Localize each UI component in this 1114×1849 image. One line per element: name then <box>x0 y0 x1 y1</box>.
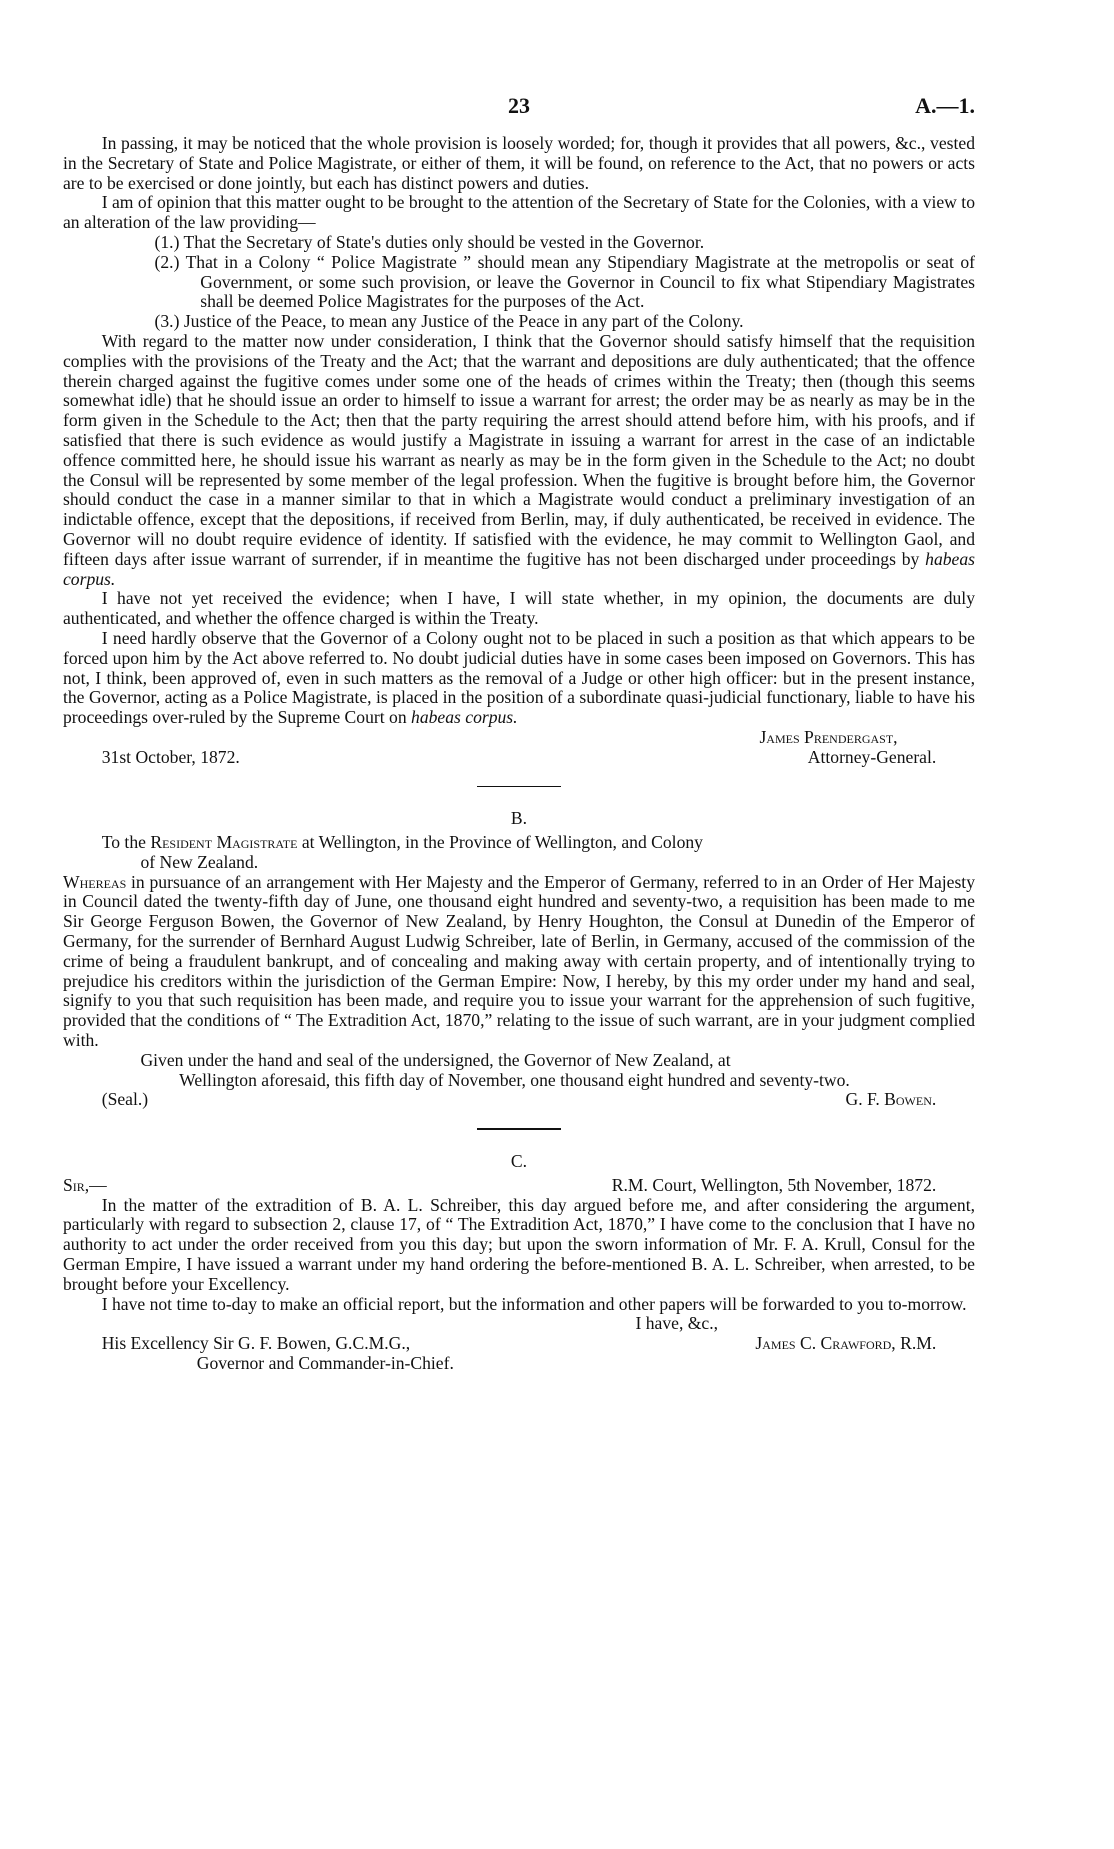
paragraph <box>63 629 975 728</box>
governor-signature: G. F. Bowen. <box>845 1089 937 1110</box>
section-divider <box>477 786 561 788</box>
section-c <box>63 1152 975 1374</box>
section-letter: C. <box>510 1150 528 1171</box>
letter-date: 31st October, 1872. <box>101 746 240 767</box>
list-item: (2.) That in a Colony “ Police Magistrate ” should mean any Stipendiary Magistrate at the metropolis or seat of Government, or some such provision, or leave the Governor in Council to fix what Stipendiary Magistrates shall be deemed Police Magistrates for the purposes of the Act. <box>154 251 975 312</box>
paragraph: I have not time to-day to make an official report, but the information and other papers will be forwarded to you to-morrow. <box>101 1293 967 1314</box>
paragraph <box>63 332 975 589</box>
address-to: To the <box>101 832 151 852</box>
paragraph: In passing, it may be noticed that the whole provision is loosely worded; for, though it provides that all powers, &c., vested in the Secretary of State and Police Magistrate, or either of them, it will be found, on reference to the Act, that no powers or acts are to be exercised or done jointly, but each has distinct powers and duties. <box>63 133 975 193</box>
location-date: R.M. Court, Wellington, 5th November, 1872. <box>611 1174 937 1195</box>
signatory-name: James Prendergast, <box>759 726 898 747</box>
document-page <box>63 93 975 1374</box>
address-rest: at Wellington, in the Province of Wellington, and Colony <box>297 832 703 852</box>
signature-row <box>63 748 975 768</box>
italic-text: habeas corpus. <box>63 548 975 589</box>
page-number: 23 <box>508 93 530 118</box>
document-reference: A.—1. <box>915 93 975 118</box>
list-item: (1.) That the Secretary of State's duties only should be vested in the Governor. <box>154 231 705 252</box>
paragraph-text: With regard to the matter now under consideration, I think that the Governor should satisfy himself that the requisition complies with the provisions of the Treaty and the Act; that the warrant and depositions are duly authenticated; that the offence therein charged against the fugitive comes under some one of the heads of crimes within the Treaty; then (though this seems somewhat idle) that he should issue an order to himself to issue a warrant for arrest; the order may be as nearly as may be in the form given in the Schedule to the Act; then that the party requiring the arrest should attend before him, with his proofs, and if satisfied that there is such evidence as would justify a Magistrate in issuing a warrant for arrest in the case of an indictable offence committed here, he should issue his warrant as nearly as may be in the form given in the Schedule to the Act; no doubt the Consul will be represented by some member of the legal profession. When the fugitive is brought before him, the Governor should conduct the case in a manner similar to that in which a Magistrate would conduct a preliminary investigation of an indictable offence, except that the depositions, if received from Berlin, may, if duly authenticated, be received in evidence. The Governor will no doubt require evidence of identity. If satisfied with the evidence, he may commit to Wellington Gaol, and fifteen days after issue warrant of surrender, if in meantime the fugitive has not been discharged under proceedings by <box>63 330 975 569</box>
section-b <box>63 809 975 1110</box>
italic-text: habeas corpus. <box>411 707 518 728</box>
order-body <box>63 873 975 1051</box>
section-a <box>63 134 975 768</box>
given-line: Given under the hand and seal of the undersigned, the Governor of New Zealand, at <box>140 1049 731 1070</box>
paragraph: In the matter of the extradition of B. A. L. Schreiber, this day argued before me, and after considering the argument, particularly with regard to subsection 2, clause 17, of “ The Extradition Act, 1870,” I have come to the conclusion that I have no authority to act under the order received from you this day; but upon the sworn information of Mr. F. A. Krull, Consul for the German Empire, I have issued a warrant under my hand ordering the before-mentioned B. A. L. Schreiber, when arrested, to be brought before your Excellency. <box>63 1194 975 1294</box>
address-line <box>63 833 975 853</box>
section-divider <box>477 1128 561 1130</box>
paragraph: I have not yet received the evidence; when I have, I will state whether, in my opinion, the documents are duly authenticated, and whether the offence charged is within the Treaty. <box>63 588 975 629</box>
address-continuation: of New Zealand. <box>140 851 259 872</box>
magistrate-signature: James C. Crawford, R.M. <box>755 1333 937 1354</box>
whereas-word: Whereas <box>63 871 127 892</box>
section-letter: B. <box>510 808 528 829</box>
addressee-row <box>63 1334 975 1354</box>
address-title: Resident Magistrate <box>150 832 298 852</box>
addressee-continuation: Governor and Commander-in-Chief. <box>196 1353 454 1374</box>
given-continuation: Wellington aforesaid, this fifth day of November, one thousand eight hundred and seventy-two. <box>179 1069 850 1090</box>
order-text: in pursuance of an arrangement with Her Majesty and the Emperor of Germany, referred to in an Order of Her Majesty in Council dated the twenty-fifth day of June, one thousand eight hundred and seventy-two, a requisition has been made to me Sir George Ferguson Bowen, the Governor of New Zealand, by Henry Houghton, the Consul at Dunedin of the Emperor of Germany, for the surrender of Bernhard August Ludwig Schreiber, late of Berlin, in Germany, accused of the commission of the crime of being a fraudulent bankrupt, and of concealing and making away with certain property, and of intentionally trying to prejudice his creditors within the jurisdiction of the German Empire: Now, I hereby, by this my order under my hand and seal, signify to you that such requisition has been made, and require you to issue your warrant for the apprehension of such fugitive, provided that the conditions of “ The Extradition Act, 1870,” relating to the issue of such warrant, are in your judgment complied with. <box>63 871 975 1050</box>
closing-line: I have, &c., <box>635 1313 719 1334</box>
page-header <box>63 93 975 126</box>
seal-mark: (Seal.) <box>101 1089 149 1110</box>
paragraph: I am of opinion that this matter ought to be brought to the attention of the Secretary of State for the Colonies, with a view to an alteration of the law providing— <box>63 192 975 233</box>
salutation: Sir,— <box>63 1174 107 1195</box>
addressee: His Excellency Sir G. F. Bowen, G.C.M.G., <box>101 1333 411 1354</box>
signatory-title: Attorney-General. <box>807 746 937 767</box>
seal-signature-row <box>63 1090 975 1110</box>
salutation-row <box>63 1176 975 1196</box>
paragraph-text: I need hardly observe that the Governor of a Colony ought not to be placed in such a position as that which appears to be forced upon him by the Act above referred to. No doubt judicial duties have in some cases been imposed on Governors. This has not, I think, been approved of, even in such matters as the removal of a Judge or other high officer: but in the present instance, the Governor, acting as a Police Magistrate, is placed in the position of a subordinate quasi-judicial functionary, liable to have his proceedings over-ruled by the Supreme Court on <box>63 627 975 728</box>
list-item: (3.) Justice of the Peace, to mean any Justice of the Peace in any part of the Colony. <box>154 311 744 332</box>
